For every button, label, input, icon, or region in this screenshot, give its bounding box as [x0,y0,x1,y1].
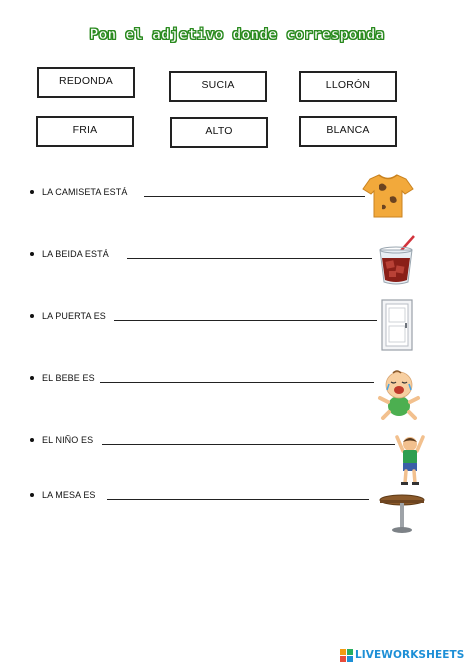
worksheet-title: Pon el adjetivo donde corresponda [89,27,385,43]
bullet [30,376,34,380]
cold-drink-icon [376,234,420,286]
word-box-lloron[interactable]: LLORÓN [299,71,397,102]
liveworksheets-logo-icon [340,649,353,662]
sentence-text: LA CAMISETA ESTÁ [42,187,128,197]
answer-blank[interactable] [114,320,377,321]
word-box-alto[interactable]: ALTO [170,117,268,148]
bullet [30,190,34,194]
sentence-text: LA MESA ES [42,490,96,500]
footer-brand: LIVEWORKSHEETS [355,649,465,661]
crying-baby-icon [377,368,421,420]
answer-blank[interactable] [144,196,365,197]
tall-boy-icon [393,431,427,487]
bullet [30,438,34,442]
word-box-sucia[interactable]: SUCIA [169,71,267,102]
word-box-redonda[interactable]: REDONDA [37,67,135,98]
word-box-blanca[interactable]: BLANCA [299,116,397,147]
sentence-text: LA PUERTA ES [42,311,106,321]
sentence-text: LA BEIDA ESTÁ [42,249,109,259]
answer-blank[interactable] [102,444,395,445]
white-door-icon [381,299,413,351]
round-table-icon [378,492,426,536]
word-box-fria[interactable]: FRIA [36,116,134,147]
sentence-text: EL BEBE ES [42,373,95,383]
answer-blank[interactable] [107,499,369,500]
answer-blank[interactable] [100,382,374,383]
stained-shirt-icon [362,171,414,221]
bullet [30,314,34,318]
bullet [30,493,34,497]
sentence-text: EL NIÑO ES [42,435,94,445]
answer-blank[interactable] [127,258,372,259]
bullet [30,252,34,256]
